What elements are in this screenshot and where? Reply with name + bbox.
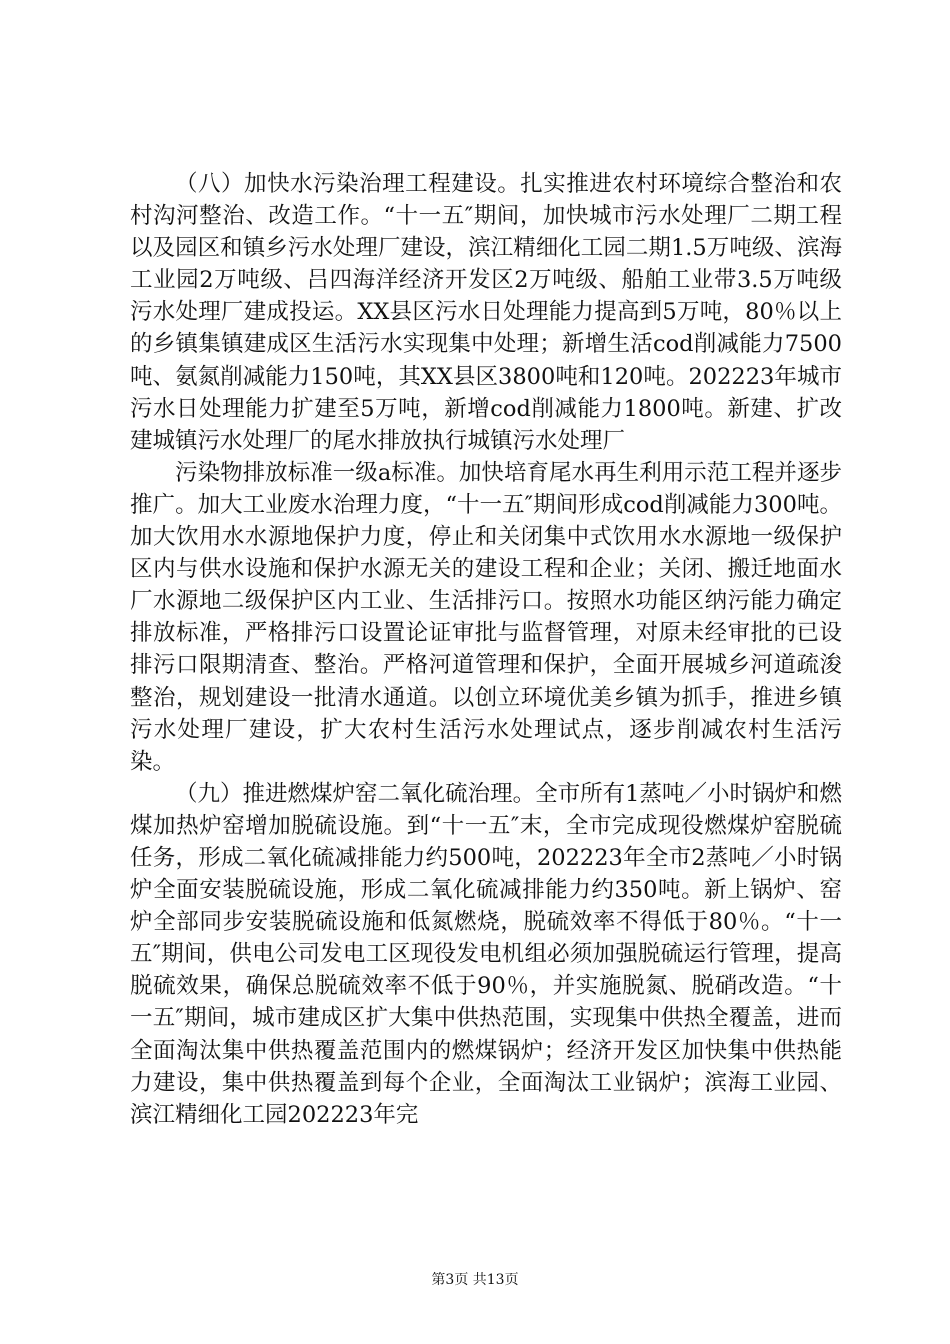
document-body <box>130 168 842 1131</box>
paragraph-coal-desulfurization: （九）推进燃煤炉窑二氧化硫治理。全市所有1蒸吨／小时锅炉和燃煤加热炉窑增加脱硫设施。到“十一五″末，全市完成现役燃煤炉窑脱硫任务，形成二氧化硫减排能力约500吨，202223年全市2蒸吨／小时锅炉全面安装脱硫设施，形成二氧化硫减排能力约350吨。新上锅炉、窑炉全部同步安装脱硫设施和低氮燃烧，脱硫效率不得低于80％。“十一五″期间，供电公司发电工区现役发电机组必须加强脱硫运行管理，提高脱硫效果，确保总脱硫效率不低于90％，并实施脱氮、脱硝改造。“十一五″期间，城市建成区扩大集中供热范围，实现集中供热全覆盖，进而全面淘汰集中供热覆盖范围内的燃煤锅炉；经济开发区加快集中供热能力建设，集中供热覆盖到每个企业，全面淘汰工业锅炉；滨海工业园、滨江精细化工园202223年完 <box>130 780 842 1128</box>
paragraph-water-pollution: （八）加快水污染治理工程建设。扎实推进农村环境综合整治和农村沟河整治、改造工作。“十一五″期间，加快城市污水处理厂二期工程以及园区和镇乡污水处理厂建设，滨江精细化工园二期1.5万吨级、滨海工业园2万吨级、吕四海洋经济开发区2万吨级、船舶工业带3.5万吨级污水处理厂建成投运。XX县区污水日处理能力提高到5万吨，80％以上的乡镇集镇建成区生活污水实现集中处理；新增生活cod削减能力7500吨、氨氮削减能力150吨，其XX县区3800吨和120吨。202223年城市污水日处理能力扩建至5万吨，新增cod削减能力1800吨。新建、扩改建城镇污水处理厂的尾水排放执行城镇污水处理厂 <box>130 171 842 454</box>
page-footer: 第3页 共13页 <box>431 1272 519 1288</box>
paragraph-discharge-standards: 污染物排放标准一级a标准。加快培育尾水再生利用示范工程并逐步推广。加大工业废水治理力度，“十一五″期间形成cod削减能力300吨。加大饮用水水源地保护力度，停止和关闭集中式饮用水水源地一级保护区内与供水设施和保护水源无关的建设工程和企业；关闭、搬迁地面水厂水源地二级保护区内工业、生活排污口。按照水功能区纳污能力确定排放标准，严格排污口设置论证审批与监督管理，对原未经审批的已设排污口限期清查、整治。严格河道管理和保护，全面开展城乡河道疏浚整治，规划建设一批清水通道。以创立环境优美乡镇为抓手，推进乡镇污水处理厂建设，扩大农村生活污水处理试点，逐步削减农村生活污染。 <box>130 459 842 775</box>
